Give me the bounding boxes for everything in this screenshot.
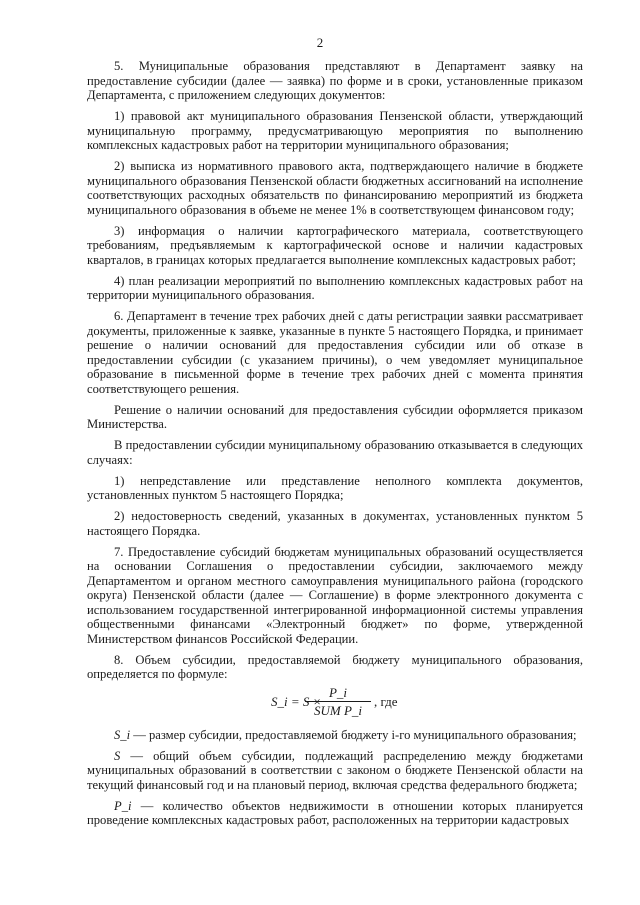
subsidy-formula [87,685,583,723]
definition-text: — размер субсидии, предоставляемой бюджету i-го муниципального образования; [130,727,577,742]
formula-tail: , где [374,693,398,709]
paragraph-item-7: 7. Предоставление субсидий бюджетам муниципальных образований осуществляется на основании Соглашения о предоставлении субсидии, заключаемого между Департаментом и органом местного самоуправления муниципального района (городского округа) Пензенской области (далее — Соглашение) в форме электронного документа с использованием государственной интегрированной информационной системы управления общественными финансами «Электронный бюджет» по форме, утвержденной Министерством финансов Российской Федерации. [87,544,583,646]
paragraph-decision: Решение о наличии оснований для предоставления субсидии оформляется приказом Министерства. [87,402,583,431]
paragraph-item-8: 8. Объем субсидии, предоставляемой бюджету муниципального образования, определяется по формуле: [87,652,583,681]
definition-text: — общий объем субсидии, подлежащий распределению между бюджетами муниципальных образований в соответствии с законом о бюджете Пензенской области на текущий финансовый год и на плановый период, включая средства федерального бюджета; [87,748,583,792]
paragraph-refusal-2: 2) недостоверность сведений, указанных в документах, установленных пунктом 5 настоящего Порядка. [87,509,583,538]
paragraph-subitem-3: 3) информация о наличии картографического материала, соответствующего требованиям, предъявляемым к картографической основе и наличии кадастровых кварталов, в границах которых предлагается выполнение комплексных кадастровых работ; [87,223,583,267]
document-body [87,59,583,834]
formula-lhs: S_i = S × [271,693,322,709]
definition-symbol: S [114,748,121,763]
paragraph-subitem-4: 4) план реализации мероприятий по выполнению комплексных кадастровых работ на территории муниципального образования. [87,273,583,302]
definition-symbol: S_i [114,727,131,742]
formula-denominator: SUM P_i [313,702,363,718]
formula-fraction [305,685,371,719]
formula-numerator: P_i [305,685,371,702]
definition-text: — количество объектов недвижимости в отношении которых планируется проведение комплексных кадастровых работ, расположенных на территории кадастровых [87,798,583,827]
definition-pi [87,799,583,828]
definition-si [87,728,583,743]
paragraph-subitem-1: 1) правовой акт муниципального образования Пензенской области, утверждающий муниципальную программу, предусматривающую мероприятия по выполнению комплексных кадастровых работ на территории муниципального образования; [87,109,583,152]
paragraph-item-5: 5. Муниципальные образования представляют в Департамент заявку на предоставление субсидии (далее — заявка) по форме и в сроки, установленные приказом Департамента, с приложением следующих документов: [87,59,583,102]
paragraph-refusal-1: 1) непредставление или представление неполного комплекта документов, установленных пунктом 5 настоящего Порядка; [87,473,583,502]
definition-symbol: P_i [114,798,132,813]
paragraph-refusal-intro: В предоставлении субсидии муниципальному образованию отказывается в следующих случаях: [87,438,583,467]
paragraph-subitem-2: 2) выписка из нормативного правового акта, подтверждающего наличие в бюджете муниципального образования Пензенской области бюджетных ассигнований на исполнение соответствующих расходных обязательств по финансированию мероприятий из бюджета муниципального образования в объеме не менее 1% в соответствующем финансовом году; [87,159,583,217]
page-number: 2 [316,35,324,50]
paragraph-item-6: 6. Департамент в течение трех рабочих дней с даты регистрации заявки рассматривает документы, приложенные к заявке, указанные в пункте 5 настоящего Порядка, и принимает решение о наличии оснований для предоставления субсидии или об отказе в предоставлении субсидии (с указанием причины), о чем уведомляет муниципальное образование в письменной форме в течение трех рабочих дней с момента принятия соответствующего решения. [87,309,583,396]
definition-s [87,749,583,793]
